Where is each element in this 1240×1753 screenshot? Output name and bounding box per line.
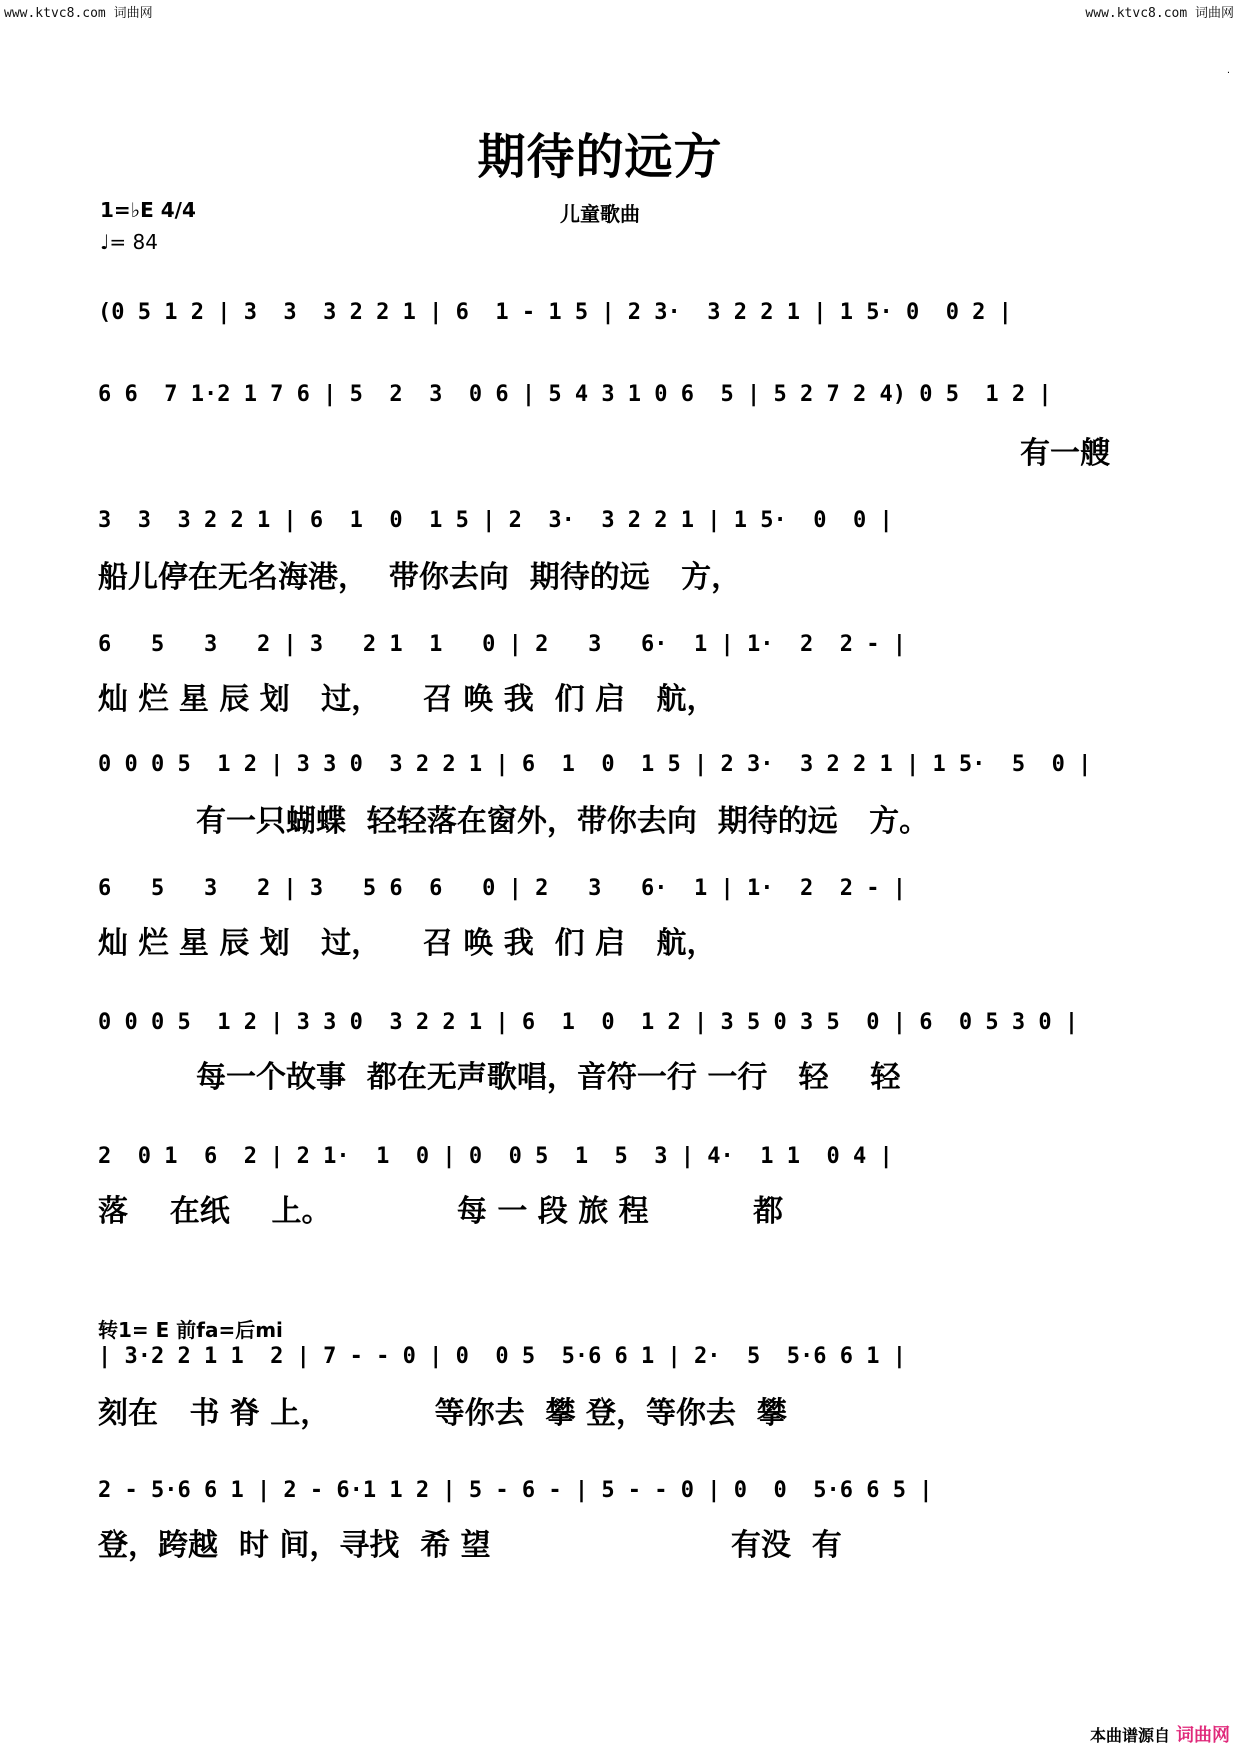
lyric-line-6: 灿 烂 星 辰 划 过， 召 唤 我 们 启 航，	[98, 926, 717, 961]
footer-credit	[1090, 1721, 1230, 1747]
notation-line-9: | 3·2 2 1 1 2 | 7 - - 0 | 0 0 5 5·6 6 1 | 2· 5 5·6 6 1 |	[98, 1344, 906, 1369]
song-title: 期待的远方	[477, 129, 723, 185]
notation-line-10: 2 - 5·6 6 1 | 2 - 6·1 1 2 | 5 - 6 - | 5 - - 0 | 0 0 5·6 6 5 |	[98, 1478, 933, 1503]
notation-line-4: 6 5 3 2 | 3 2 1 1 0 | 2 3 6· 1 | 1· 2 2 - |	[98, 632, 906, 657]
notation-line-1: (0 5 1 2 | 3 3 3 2 2 1 | 6 1 - 1 5 | 2 3· 3 2 2 1 | 1 5· 0 0 2 |	[98, 300, 1012, 325]
lyric-line-7: 每一个故事 都在无声歌唱，音符一行 一行 轻 轻	[196, 1060, 901, 1095]
footer-text: 本曲谱源自	[1089, 1726, 1170, 1745]
header-right-watermark: www.ktvc8.com 词曲网	[1085, 6, 1234, 21]
notation-line-5: 0 0 0 5 1 2 | 3 3 0 3 2 2 1 | 6 1 0 1 5 | 2 3· 3 2 2 1 | 1 5· 5 0 |	[98, 752, 1092, 777]
notation-line-2: 6 6 7 1·2 1 7 6 | 5 2 3 0 6 | 5 4 3 1 0 6 5 | 5 2 7 2 4) 0 5 1 2 |	[98, 382, 1052, 407]
modulation-note: 转1= E 前fa=后mi	[98, 1318, 283, 1342]
lyric-line-4: 灿 烂 星 辰 划 过， 召 唤 我 们 启 航，	[98, 682, 717, 717]
header-left-watermark: www.ktvc8.com 词曲网	[4, 6, 153, 21]
notation-line-6: 6 5 3 2 | 3 5 6 6 0 | 2 3 6· 1 | 1· 2 2 - |	[98, 876, 906, 901]
lyric-line-3: 船儿停在无名海港， 带你去向 期待的远 方，	[98, 560, 742, 595]
lyric-line-10: 登，跨越 时 间，寻找 希 望 有没 有	[98, 1528, 842, 1563]
notation-line-3: 3 3 3 2 2 1 | 6 1 0 1 5 | 2 3· 3 2 2 1 | 1 5· 0 0 |	[98, 508, 893, 533]
notation-line-8: 2 0 1 6 2 | 2 1· 1 0 | 0 0 5 1 5 3 | 4· 1 1 0 4 |	[98, 1144, 893, 1169]
song-subtitle: 儿童歌曲	[560, 202, 640, 226]
lyric-line-2: 有一艘	[1020, 436, 1110, 471]
lyric-line-9: 刻在 书 脊 上， 等你去 攀 登，等你去 攀	[98, 1396, 787, 1431]
lyric-line-8: 落 在纸 上。 每 一 段 旅 程 都	[98, 1194, 784, 1229]
key-signature: 1=♭E 4/4	[100, 198, 196, 222]
footer-brand-logo[interactable]: 词曲网	[1176, 1725, 1230, 1746]
notation-line-7: 0 0 0 5 1 2 | 3 3 0 3 2 2 1 | 6 1 0 1 2 | 3 5 0 3 5 0 | 6 0 5 3 0 |	[98, 1010, 1079, 1035]
lyric-line-5: 有一只蝴蝶 轻轻落在窗外，带你去向 期待的远 方。	[196, 804, 930, 839]
corner-dot: ·	[1226, 68, 1230, 79]
tempo-marking: ♩= 84	[100, 230, 158, 254]
